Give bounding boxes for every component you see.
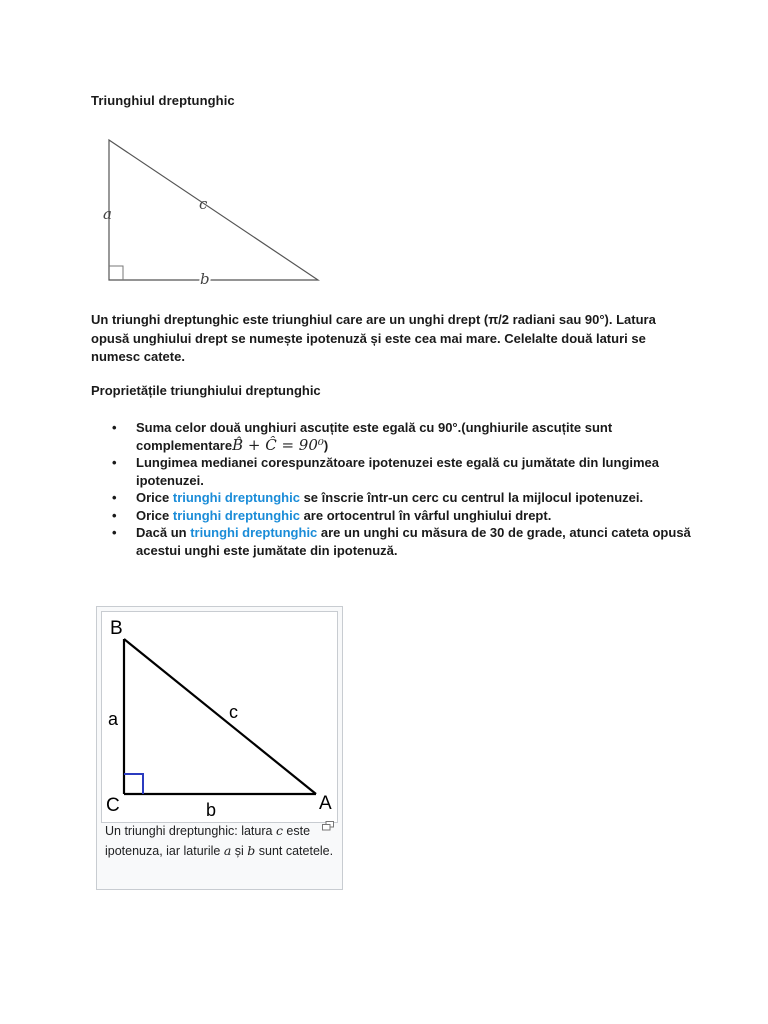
- triunghi-dreptunghic-link[interactable]: triunghi dreptunghic: [172, 507, 300, 523]
- list-item: • Lungimea medianei corespunzătoare ipotenuzei este egală cu jumătate din lungimea ipotenuzei.: [112, 455, 660, 488]
- list-item: • Orice triunghi dreptunghic are ortocentrul în vârful unghiului drept.: [112, 507, 552, 523]
- side-c-label: c: [199, 195, 208, 213]
- labeled-right-triangle: [102, 612, 337, 822]
- side-a-label: a: [108, 709, 119, 729]
- right-angle-marker: [124, 774, 143, 794]
- vertex-c-label: C: [106, 795, 120, 816]
- definition-paragraph: Un triunghi dreptunghic este triunghiul care are un unghi drept (π/2 radiani sau 90°). Latura opusă unghiului drept se numește ipotenuză și este cea mai mare. Celelalte două laturi se numesc catete.: [91, 312, 656, 364]
- side-a-label: a: [103, 205, 112, 223]
- figure-caption: Un triunghi dreptunghic: latura c este ipotenuza, iar laturile a și b sunt catetele.: [105, 823, 334, 858]
- triunghi-dreptunghic-link[interactable]: triunghi dreptunghic: [172, 490, 300, 505]
- enlarge-icon[interactable]: [322, 821, 334, 831]
- list-item: • Suma celor două unghiuri ascuțite este egală cu 90°.(unghiurile ascuțite sunt complementareB̂ + Ĉ = 90⁰): [112, 420, 613, 454]
- figure-thumbnail: [96, 606, 343, 890]
- side-b-label: b: [206, 800, 217, 820]
- bullet: •: [112, 507, 117, 523]
- bullet: •: [112, 490, 117, 505]
- vertex-a-label: A: [319, 793, 332, 814]
- vertex-b-label: B: [110, 618, 123, 639]
- angle-sum-formula: B̂ + Ĉ = 90⁰: [232, 435, 324, 454]
- page-title: Triunghiul dreptunghic: [91, 93, 235, 108]
- figure-image[interactable]: [101, 611, 338, 823]
- list-item: • Orice triunghi dreptunghic se înscrie într-un cerc cu centrul la mijlocul ipotenuzei.: [112, 490, 644, 505]
- properties-list: [91, 419, 691, 559]
- triunghi-dreptunghic-link[interactable]: triunghi dreptunghic: [190, 525, 318, 540]
- side-c-label: c: [229, 702, 238, 722]
- list-item: • Dacă un triunghi dreptunghic are un unghi cu măsura de 30 de grade, atunci cateta opusă acestui unghi este jumătate din ipotenuză.: [112, 525, 691, 558]
- side-b-label: b: [200, 270, 210, 288]
- bullet: •: [112, 420, 117, 435]
- bullet: •: [112, 455, 117, 470]
- bullet: •: [112, 525, 117, 540]
- section-heading: Proprietățile triunghiului dreptunghic: [91, 383, 321, 398]
- right-triangle-diagram: [96, 132, 336, 292]
